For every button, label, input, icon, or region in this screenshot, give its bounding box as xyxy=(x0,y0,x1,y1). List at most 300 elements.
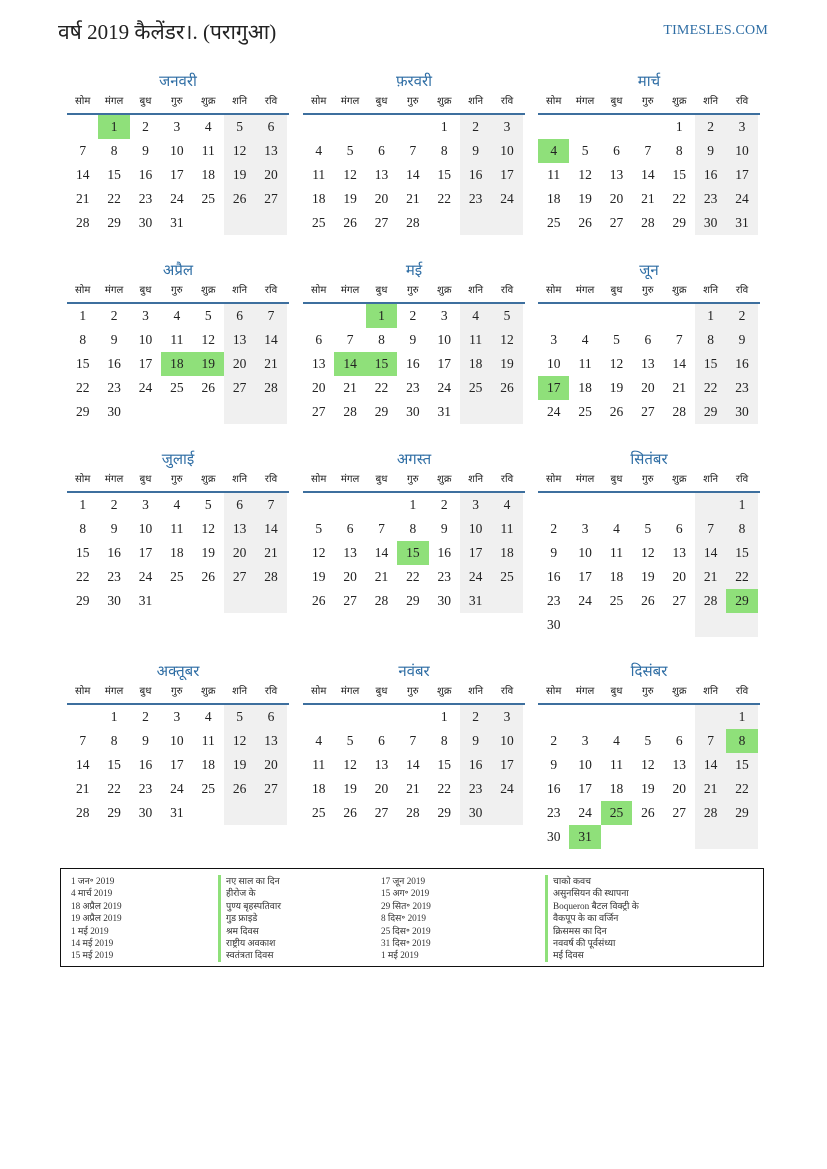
day-cell: 29 xyxy=(374,404,389,419)
day-cell: 23 xyxy=(138,781,153,796)
holiday-day-cell: 17 xyxy=(538,376,569,400)
weekday-label: शनि xyxy=(703,285,719,296)
day-cell: 1 xyxy=(79,497,87,512)
day-cell: 9 xyxy=(460,729,491,753)
weekday-label: रवि xyxy=(735,474,749,485)
weekday-label: गुरु xyxy=(407,474,419,485)
day-cell: 11 xyxy=(547,167,561,182)
weekday-label: शुक्र xyxy=(437,285,452,296)
empty-day-cell xyxy=(193,801,224,825)
day-cell: 20 xyxy=(374,781,389,796)
day-cell: 10 xyxy=(491,729,522,753)
day-cell: 8 xyxy=(409,521,417,536)
weekday-label: मंगल xyxy=(575,285,595,296)
day-cell: 30 xyxy=(138,215,153,230)
day-grid xyxy=(67,493,289,613)
holiday-day-cell: 8 xyxy=(726,729,757,753)
holiday-legend xyxy=(60,868,764,967)
day-cell: 14 xyxy=(672,356,686,371)
day-cell: 1 xyxy=(695,304,726,328)
day-cell: 9 xyxy=(550,757,558,772)
weekday-label: सोम xyxy=(546,96,562,107)
weekday-label: बुध xyxy=(139,474,152,485)
day-cell: 19 xyxy=(641,781,655,796)
day-cell: 23 xyxy=(546,805,561,820)
day-cell: 15 xyxy=(437,167,451,182)
day-cell: 13 xyxy=(224,517,255,541)
day-cell: 25 xyxy=(201,191,215,206)
day-cell: 24 xyxy=(726,187,757,211)
day-cell: 30 xyxy=(695,211,726,235)
day-cell: 13 xyxy=(224,328,255,352)
day-cell: 17 xyxy=(170,757,184,772)
weekday-label: गुरु xyxy=(642,96,654,107)
day-cell: 27 xyxy=(609,215,624,230)
weekday-label: गुरु xyxy=(171,285,183,296)
weekday-label: सोम xyxy=(311,474,327,485)
holiday-day-cell: 1 xyxy=(98,115,129,139)
empty-day-cell xyxy=(601,493,632,517)
day-cell: 9 xyxy=(110,332,118,347)
day-cell: 24 xyxy=(460,565,491,589)
day-cell: 6 xyxy=(675,521,683,536)
day-cell: 31 xyxy=(170,805,184,820)
month-name: फ़रवरी xyxy=(395,74,433,90)
legend-date: 8 दिस॰ 2019 xyxy=(381,913,426,924)
day-cell: 2 xyxy=(409,308,417,323)
day-cell: 6 xyxy=(315,332,323,347)
day-cell: 8 xyxy=(378,332,385,347)
day-cell: 30 xyxy=(406,404,420,419)
day-cell: 19 xyxy=(311,569,326,584)
empty-day-cell xyxy=(334,304,365,328)
weekday-label: बुध xyxy=(610,285,623,296)
day-cell: 8 xyxy=(110,733,118,748)
day-cell: 22 xyxy=(107,781,121,796)
month-name: अक्तूबर xyxy=(156,664,200,680)
weekday-label: बुध xyxy=(375,285,388,296)
empty-day-cell xyxy=(664,493,695,517)
empty-day-cell xyxy=(366,705,397,729)
day-cell: 2 xyxy=(726,304,757,328)
day-cell: 21 xyxy=(672,380,686,395)
day-cell: 18 xyxy=(609,781,624,796)
weekday-label: मंगल xyxy=(340,285,360,296)
day-cell: 9 xyxy=(110,521,118,536)
day-cell: 7 xyxy=(79,733,87,748)
month-block xyxy=(538,661,760,849)
day-cell: 2 xyxy=(110,308,118,323)
day-cell: 23 xyxy=(726,376,757,400)
day-cell: 2 xyxy=(695,115,726,139)
month-block xyxy=(67,260,289,424)
day-cell: 8 xyxy=(79,332,87,347)
legend-names-right xyxy=(545,875,639,962)
day-cell: 15 xyxy=(75,356,90,371)
day-cell: 6 xyxy=(644,332,652,347)
day-cell: 22 xyxy=(374,380,389,395)
legend-date: 18 अप्रैल 2019 xyxy=(71,900,122,911)
day-cell: 22 xyxy=(437,781,451,796)
day-cell: 11 xyxy=(460,328,491,352)
day-cell: 5 xyxy=(224,115,255,139)
weekday-label: गुरु xyxy=(407,285,419,296)
day-cell: 27 xyxy=(374,805,389,820)
day-cell: 9 xyxy=(550,545,558,560)
empty-day-cell xyxy=(303,304,334,328)
day-cell: 9 xyxy=(440,521,448,536)
weekday-label: शनि xyxy=(232,285,248,296)
empty-day-cell xyxy=(632,304,663,328)
day-cell: 20 xyxy=(343,569,357,584)
day-cell: 19 xyxy=(224,163,255,187)
day-cell: 31 xyxy=(460,589,491,613)
day-cell: 25 xyxy=(578,404,592,419)
day-cell: 22 xyxy=(75,380,90,395)
month-block xyxy=(538,449,760,637)
month-block xyxy=(303,449,525,613)
day-cell: 7 xyxy=(409,733,417,748)
weekday-label: बुध xyxy=(375,686,388,697)
day-cell: 3 xyxy=(142,308,149,323)
holiday-day-cell: 25 xyxy=(601,801,632,825)
day-cell: 3 xyxy=(581,521,589,536)
weekday-label: बुध xyxy=(375,96,388,107)
day-cell: 6 xyxy=(675,733,683,748)
day-cell: 2 xyxy=(142,709,149,724)
weekday-label: मंगल xyxy=(575,686,595,697)
month-block xyxy=(538,71,760,235)
weekday-label: रवि xyxy=(500,474,514,485)
day-cell: 3 xyxy=(491,705,522,729)
day-grid xyxy=(303,493,525,613)
legend-holiday: असुनसियन की स्थापना xyxy=(545,887,639,899)
day-cell: 21 xyxy=(406,781,420,796)
empty-day-cell xyxy=(193,589,224,613)
empty-day-cell xyxy=(491,400,522,424)
day-cell: 27 xyxy=(255,187,286,211)
day-cell: 16 xyxy=(437,545,451,560)
day-cell: 16 xyxy=(406,356,420,371)
empty-day-cell xyxy=(601,304,632,328)
weekday-label: शुक्र xyxy=(201,285,216,296)
day-cell: 29 xyxy=(107,215,121,230)
month-name: मार्च xyxy=(637,74,661,90)
month-name: जून xyxy=(639,263,659,279)
day-cell: 24 xyxy=(138,380,153,395)
empty-day-cell xyxy=(695,613,726,637)
day-cell: 28 xyxy=(255,376,286,400)
holiday-day-cell: 15 xyxy=(366,352,397,376)
holiday-day-cell: 1 xyxy=(366,304,397,328)
day-cell: 19 xyxy=(224,753,255,777)
day-cell: 2 xyxy=(550,733,558,748)
day-cell: 20 xyxy=(374,191,389,206)
legend-date: 19 अप्रैल 2019 xyxy=(71,913,122,924)
day-cell: 4 xyxy=(315,733,323,748)
weekday-label: बुध xyxy=(610,96,623,107)
day-cell: 26 xyxy=(201,380,215,395)
day-cell: 28 xyxy=(343,404,357,419)
weekday-label: शनि xyxy=(468,96,484,107)
day-cell: 24 xyxy=(578,593,592,608)
empty-day-cell xyxy=(538,493,569,517)
day-cell: 22 xyxy=(695,376,726,400)
day-cell: 9 xyxy=(695,139,726,163)
day-cell: 16 xyxy=(138,757,153,772)
day-cell: 29 xyxy=(75,404,90,419)
day-cell: 17 xyxy=(138,356,153,371)
day-cell: 2 xyxy=(550,521,558,536)
weekday-label: गुरु xyxy=(642,285,654,296)
legend-holiday: नए साल का दिन xyxy=(218,875,281,887)
weekday-label: शुक्र xyxy=(437,686,452,697)
legend-date: 17 जून 2019 xyxy=(381,876,426,886)
day-cell: 13 xyxy=(255,139,286,163)
day-cell: 29 xyxy=(695,400,726,424)
day-cell: 11 xyxy=(201,733,215,748)
weekday-header xyxy=(303,282,525,304)
day-cell: 29 xyxy=(672,215,686,230)
day-cell: 9 xyxy=(726,328,757,352)
day-cell: 12 xyxy=(311,545,326,560)
empty-day-cell xyxy=(491,801,522,825)
day-cell: 23 xyxy=(107,569,121,584)
day-grid xyxy=(538,304,760,424)
empty-day-cell xyxy=(429,211,460,235)
month-name: जनवरी xyxy=(159,74,197,90)
legend-date: 4 मार्च 2019 xyxy=(71,888,113,899)
month-name: अगस्त xyxy=(396,452,432,468)
legend-holiday: मई दिवस xyxy=(545,949,639,961)
day-cell: 28 xyxy=(75,805,90,820)
weekday-label: रवि xyxy=(735,285,749,296)
day-cell: 7 xyxy=(409,143,417,158)
day-cell: 22 xyxy=(726,777,757,801)
weekday-label: बुध xyxy=(139,285,152,296)
day-cell: 7 xyxy=(695,517,726,541)
day-cell: 23 xyxy=(138,191,153,206)
day-grid xyxy=(67,115,289,235)
day-cell: 22 xyxy=(672,191,686,206)
day-cell: 31 xyxy=(170,215,184,230)
day-cell: 14 xyxy=(255,328,286,352)
day-grid xyxy=(303,304,525,424)
empty-day-cell xyxy=(67,705,98,729)
weekday-label: सोम xyxy=(75,474,91,485)
day-cell: 29 xyxy=(437,805,451,820)
day-cell: 5 xyxy=(315,521,323,536)
day-cell: 5 xyxy=(204,308,212,323)
day-cell: 1 xyxy=(726,493,757,517)
weekday-label: शुक्र xyxy=(201,96,216,107)
day-cell: 21 xyxy=(255,541,286,565)
day-cell: 2 xyxy=(460,705,491,729)
day-cell: 26 xyxy=(311,593,326,608)
empty-day-cell xyxy=(224,400,255,424)
weekday-label: मंगल xyxy=(104,96,124,107)
day-cell: 5 xyxy=(346,733,354,748)
day-cell: 8 xyxy=(440,733,448,748)
day-cell: 2 xyxy=(460,115,491,139)
day-cell: 12 xyxy=(343,167,357,182)
day-cell: 11 xyxy=(578,356,592,371)
weekday-label: शुक्र xyxy=(437,474,452,485)
weekday-label: सोम xyxy=(311,285,327,296)
day-cell: 30 xyxy=(107,404,121,419)
day-cell: 26 xyxy=(491,376,522,400)
empty-day-cell xyxy=(491,211,522,235)
empty-day-cell xyxy=(303,705,334,729)
day-cell: 4 xyxy=(460,304,491,328)
weekday-label: रवि xyxy=(500,285,514,296)
weekday-label: सोम xyxy=(546,285,562,296)
day-cell: 19 xyxy=(641,569,655,584)
legend-holiday: स्वतंत्रता दिवस xyxy=(218,949,281,961)
day-cell: 1 xyxy=(440,709,448,724)
day-cell: 26 xyxy=(343,805,357,820)
day-cell: 13 xyxy=(343,545,357,560)
day-cell: 13 xyxy=(374,167,389,182)
day-cell: 15 xyxy=(726,753,757,777)
day-cell: 11 xyxy=(491,517,522,541)
empty-day-cell xyxy=(255,400,286,424)
day-cell: 21 xyxy=(641,191,655,206)
day-cell: 21 xyxy=(75,781,90,796)
day-cell: 15 xyxy=(672,167,686,182)
day-cell: 3 xyxy=(460,493,491,517)
day-cell: 7 xyxy=(79,143,87,158)
holiday-day-cell: 29 xyxy=(726,589,757,613)
day-cell: 3 xyxy=(173,709,181,724)
month-block xyxy=(67,661,289,825)
empty-day-cell xyxy=(255,211,286,235)
day-cell: 17 xyxy=(578,781,592,796)
day-cell: 27 xyxy=(374,215,389,230)
day-cell: 24 xyxy=(491,777,522,801)
day-cell: 23 xyxy=(695,187,726,211)
month-block xyxy=(67,449,289,613)
empty-day-cell xyxy=(303,115,334,139)
day-cell: 28 xyxy=(695,801,726,825)
weekday-label: शनि xyxy=(232,96,248,107)
empty-day-cell xyxy=(397,115,428,139)
day-cell: 23 xyxy=(460,187,491,211)
day-cell: 30 xyxy=(460,801,491,825)
day-cell: 16 xyxy=(107,545,121,560)
day-cell: 27 xyxy=(311,404,326,419)
weekday-label: शुक्र xyxy=(201,686,216,697)
day-cell: 31 xyxy=(437,404,451,419)
day-cell: 29 xyxy=(107,805,121,820)
day-cell: 4 xyxy=(173,308,181,323)
day-cell: 10 xyxy=(726,139,757,163)
day-cell: 30 xyxy=(107,593,121,608)
day-grid xyxy=(538,115,760,235)
weekday-label: मंगल xyxy=(340,96,360,107)
weekday-label: रवि xyxy=(264,96,278,107)
empty-day-cell xyxy=(569,115,600,139)
day-cell: 29 xyxy=(726,801,757,825)
day-cell: 7 xyxy=(346,332,354,347)
day-cell: 20 xyxy=(255,163,286,187)
empty-day-cell xyxy=(632,613,663,637)
day-cell: 8 xyxy=(110,143,118,158)
day-cell: 22 xyxy=(437,191,451,206)
day-cell: 12 xyxy=(201,521,215,536)
day-cell: 6 xyxy=(224,493,255,517)
weekday-label: शनि xyxy=(232,474,248,485)
day-cell: 18 xyxy=(546,191,561,206)
weekday-label: मंगल xyxy=(104,686,124,697)
day-cell: 1 xyxy=(440,119,448,134)
day-cell: 23 xyxy=(460,777,491,801)
day-cell: 17 xyxy=(138,545,153,560)
empty-day-cell xyxy=(303,493,334,517)
site-link[interactable]: TIMESLES.COM xyxy=(663,23,768,38)
day-cell: 26 xyxy=(609,404,624,419)
day-cell: 10 xyxy=(138,521,153,536)
day-cell: 21 xyxy=(255,352,286,376)
day-cell: 30 xyxy=(726,400,757,424)
legend-holiday: पुण्य बृहस्पतिवार xyxy=(218,900,281,912)
day-cell: 18 xyxy=(201,167,215,182)
day-cell: 6 xyxy=(255,705,286,729)
day-cell: 7 xyxy=(644,143,652,158)
month-name: जुलाई xyxy=(161,452,195,468)
day-cell: 24 xyxy=(170,191,184,206)
weekday-label: रवि xyxy=(500,96,514,107)
day-cell: 10 xyxy=(170,733,184,748)
page-title: वर्ष 2019 कैलेंडर।. (परागुआ) xyxy=(58,20,277,44)
day-cell: 3 xyxy=(726,115,757,139)
legend-holiday: Boqueron बैटल विक्ट्री के xyxy=(545,900,639,912)
day-cell: 22 xyxy=(726,565,757,589)
empty-day-cell xyxy=(334,705,365,729)
empty-day-cell xyxy=(632,493,663,517)
day-cell: 20 xyxy=(311,380,326,395)
empty-day-cell xyxy=(538,115,569,139)
day-cell: 14 xyxy=(695,753,726,777)
day-cell: 4 xyxy=(491,493,522,517)
day-cell: 5 xyxy=(644,733,652,748)
weekday-label: शनि xyxy=(468,285,484,296)
day-cell: 9 xyxy=(142,143,149,158)
weekday-label: मंगल xyxy=(104,474,124,485)
day-cell: 16 xyxy=(107,356,121,371)
day-cell: 20 xyxy=(641,380,655,395)
empty-day-cell xyxy=(224,589,255,613)
weekday-label: शनि xyxy=(703,686,719,697)
day-cell: 10 xyxy=(460,517,491,541)
day-cell: 18 xyxy=(201,757,215,772)
empty-day-cell xyxy=(569,304,600,328)
weekday-header xyxy=(538,282,760,304)
legend-date: 15 मई 2019 xyxy=(71,950,114,961)
empty-day-cell xyxy=(366,115,397,139)
empty-day-cell xyxy=(632,705,663,729)
day-cell: 14 xyxy=(695,541,726,565)
day-cell: 14 xyxy=(406,167,420,182)
day-grid xyxy=(538,705,760,849)
legend-holiday: चाको कवच xyxy=(545,875,639,887)
day-cell: 2 xyxy=(142,119,149,134)
day-cell: 11 xyxy=(170,521,184,536)
weekday-label: सोम xyxy=(546,686,562,697)
month-name: नवंबर xyxy=(398,664,430,680)
day-cell: 3 xyxy=(173,119,181,134)
weekday-label: बुध xyxy=(610,686,623,697)
